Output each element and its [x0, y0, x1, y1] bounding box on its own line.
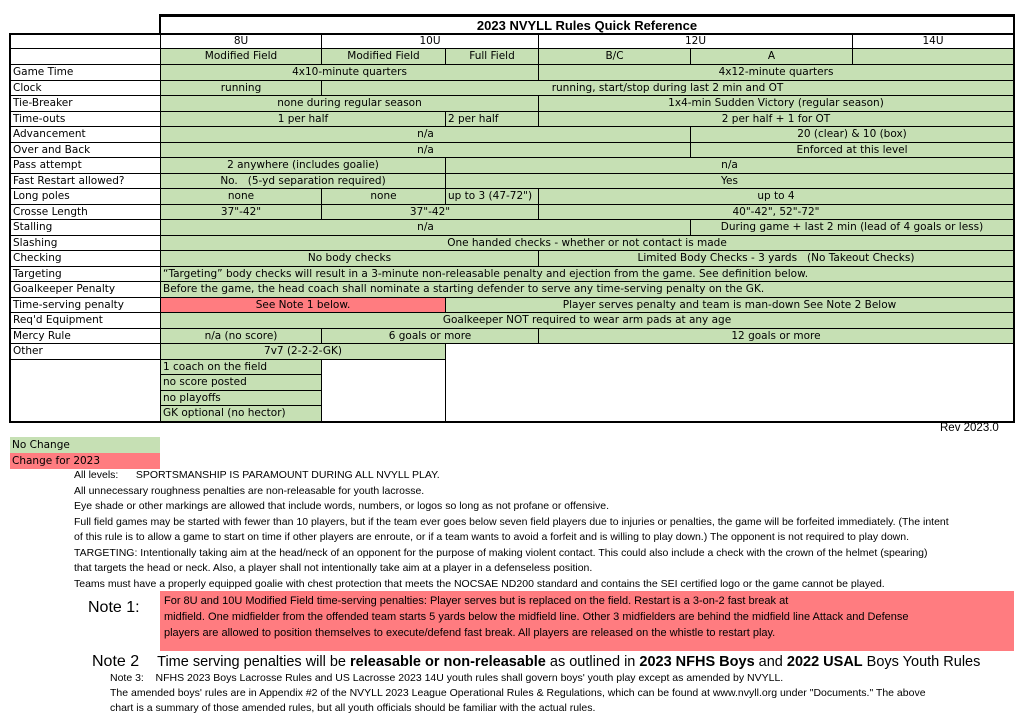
targeting-all: “Targeting” body checks will result in a 3-minute non-releasable penalty and ejection from the game. See definition below. [160, 266, 1014, 282]
note-line: of this rule is to allow a game to start on time if other players are enroute, or if a team wants to avoid a forfeit and is willing to play down.) The opponent is not required to play down. [74, 531, 910, 543]
other-10u-blank [321, 359, 446, 422]
age-10u: 10U [321, 33, 539, 49]
note2-text: Time serving penalties will be [157, 654, 351, 670]
note2-text: and [754, 654, 787, 670]
pass-attempt-modified: 2 anywhere (includes goalie) [160, 157, 446, 174]
mercy-10u: 6 goals or more [321, 328, 539, 344]
row-label-advancement: Advancement [10, 126, 161, 143]
row-label-gk-penalty: Goalkeeper Penalty [10, 281, 161, 298]
age-14u: 14U [852, 33, 1014, 49]
clock-older: running, start/stop during last 2 min and OT [321, 80, 1014, 96]
legend-no-change: No Change [10, 437, 160, 453]
legend-change: Change for 2023 [10, 453, 160, 469]
row-label-time-serving: Time-serving penalty [10, 297, 161, 313]
advancement-older: 20 (clear) & 10 (box) [690, 126, 1014, 143]
note-line: Full field games may be started with fewer than 10 players, but if the team ever goes below seven field players due to injuries or penalties, the game will be forfeited immediately. (The intent [74, 515, 949, 528]
gk-penalty-all: Before the game, the head coach shall nominate a starting defender to serve any time-serving penalty on the GK. [160, 281, 1014, 298]
other-item: GK optional (no hector) [160, 405, 322, 422]
equipment-all: Goalkeeper NOT required to wear arm pads at any age [160, 312, 1014, 329]
field-10u-modified: Modified Field [321, 48, 446, 65]
tie-breaker-younger: none during regular season [160, 95, 539, 112]
age-8u: 8U [160, 33, 322, 49]
note3 [110, 671, 926, 716]
note1-line: For 8U and 10U Modified Field time-serving penalties: Player serves but is replaced on the field. Restart is a 3-on-2 fast break at [164, 595, 789, 607]
row-label-time-outs: Time-outs [10, 111, 161, 127]
note-line: that targets the head or neck. Also, a player shall not intentionally take aim at a player in a defenseless position. [74, 562, 593, 574]
note1-line: players are allowed to position themselves to execute/defend fast break. All players are released on the whistle to restart play. [164, 627, 776, 639]
header-blank [10, 33, 161, 49]
game-time-older: 4x12-minute quarters [538, 64, 1014, 81]
game-time-younger: 4x10-minute quarters [160, 64, 539, 81]
row-label-pass-attempt: Pass attempt [10, 157, 161, 174]
other-older-blank [445, 343, 1014, 422]
note-line: TARGETING: Intentionally taking aim at the head/neck of an opponent for the purpose of making violent contact. This could also include a check with the crown of the helmet (spearing) [74, 546, 928, 559]
long-poles-10u-mod: none [321, 188, 446, 205]
stalling-older: During game + last 2 min (lead of 4 goals or less) [690, 219, 1014, 236]
stalling-younger: n/a [160, 219, 691, 236]
note-line: All unnecessary roughness penalties are non-releasable for youth lacrosse. [74, 484, 425, 497]
note3-line: The amended boys' rules are in Appendix #2 of the NVYLL 2023 League Operational Rules & Regulations, which can be found at www.nvyll.org under "Documents." The above [110, 687, 926, 699]
crosse-length-older: 40"-42", 52"-72" [538, 204, 1014, 220]
note1-line: midfield. One midfielder from the offended team starts 5 yards below the midfield line. Other 3 midfielders are behind the midfield line Attack and Defense [164, 611, 909, 623]
checking-younger: No body checks [160, 250, 539, 267]
crosse-length-10u: 37"-42" [321, 204, 539, 220]
time-serving-older: Player serves penalty and team is man-down See Note 2 Below [445, 297, 1014, 313]
long-poles-8u: none [160, 188, 322, 205]
over-back-younger: n/a [160, 142, 691, 158]
row-label-slashing: Slashing [10, 235, 161, 251]
row-label-long-poles: Long poles [10, 188, 161, 205]
fast-restart-older: Yes [445, 173, 1014, 189]
note1-label: Note 1: [88, 599, 140, 616]
clock-8u: running [160, 80, 322, 96]
note3-line: Note 3: NFHS 2023 Boys Lacrosse Rules and US Lacrosse 2023 14U youth rules shall govern boys' youth play except as amended by NVYLL. [110, 672, 784, 684]
mercy-8u: n/a (no score) [160, 328, 322, 344]
row-label-equipment: Req'd Equipment [10, 312, 161, 329]
note2 [92, 653, 980, 671]
other-item: no playoffs [160, 390, 322, 406]
advancement-younger: n/a [160, 126, 691, 143]
time-outs-older: 2 per half + 1 for OT [538, 111, 1014, 127]
page-title: 2023 NVYLL Rules Quick Reference [160, 16, 1014, 34]
other-item: 1 coach on the field [160, 359, 322, 375]
row-label-fast-restart: Fast Restart allowed? [10, 173, 161, 189]
slashing-all: One handed checks - whether or not contact is made [160, 235, 1014, 251]
note2-bold: 2023 NFHS Boys [639, 654, 755, 670]
time-serving-modified: See Note 1 below. [160, 297, 446, 313]
revision-label: Rev 2023.0 [940, 422, 999, 434]
note2-text: as outlined in [545, 654, 640, 670]
note-line: Eye shade or other markings are allowed that include words, numbers, or logos so long as not profane or offensive. [74, 500, 610, 512]
note-line: Teams must have a properly equipped goalie with chest protection that meets the NOCSAE ND200 standard and contains the SEI certified logo or the game cannot be played. [74, 577, 885, 590]
time-outs-10u-full: 2 per half [445, 111, 539, 127]
row-label-game-time: Game Time [10, 64, 161, 81]
row-label-targeting: Targeting [10, 266, 161, 282]
note3-line: chart is a summary of those amended rules, but all youth officials should be familiar with the actual rules. [110, 702, 596, 714]
over-back-older: Enforced at this level [690, 142, 1014, 158]
fast-restart-modified: No. (5-yd separation required) [160, 173, 446, 189]
field-12u-a: A [690, 48, 853, 65]
note2-label: Note 2 [92, 653, 140, 670]
time-outs-modified: 1 per half [160, 111, 446, 127]
row-label-other: Other [10, 343, 161, 360]
pass-attempt-older: n/a [445, 157, 1014, 174]
note2-bold: 2022 USAL [786, 654, 863, 670]
other-modified: 7v7 (2-2-2-GK) [160, 343, 446, 360]
crosse-length-8u: 37"-42" [160, 204, 322, 220]
tie-breaker-older: 1x4-min Sudden Victory (regular season) [538, 95, 1014, 112]
field-8u-modified: Modified Field [160, 48, 322, 65]
age-12u: 12U [538, 33, 853, 49]
row-label-checking: Checking [10, 250, 161, 267]
checking-older: Limited Body Checks - 3 yards (No Takeout Checks) [538, 250, 1014, 267]
row-label-tie-breaker: Tie-Breaker [10, 95, 161, 112]
row-label-clock: Clock [10, 80, 161, 96]
field-12u-bc: B/C [538, 48, 691, 65]
row-label-over-back: Over and Back [10, 142, 161, 158]
note-line: All levels: SPORTSMANSHIP IS PARAMOUNT DURING ALL NVYLL PLAY. [74, 469, 440, 481]
field-10u-full: Full Field [445, 48, 539, 65]
mercy-older: 12 goals or more [538, 328, 1014, 344]
row-label-crosse-length: Crosse Length [10, 204, 161, 220]
row-label-stalling: Stalling [10, 219, 161, 236]
note2-text: Boys Youth Rules [862, 654, 981, 670]
long-poles-older: up to 4 [538, 188, 1014, 205]
note2-bold: releasable or non-releasable [350, 654, 546, 670]
field-14u [852, 48, 1014, 65]
field-blank [10, 48, 161, 65]
note1-box [160, 591, 1014, 651]
other-label-blank [10, 359, 161, 422]
long-poles-10u-full: up to 3 (47-72") [445, 188, 539, 205]
general-notes [74, 468, 1014, 592]
row-label-mercy: Mercy Rule [10, 328, 161, 344]
other-item: no score posted [160, 374, 322, 391]
